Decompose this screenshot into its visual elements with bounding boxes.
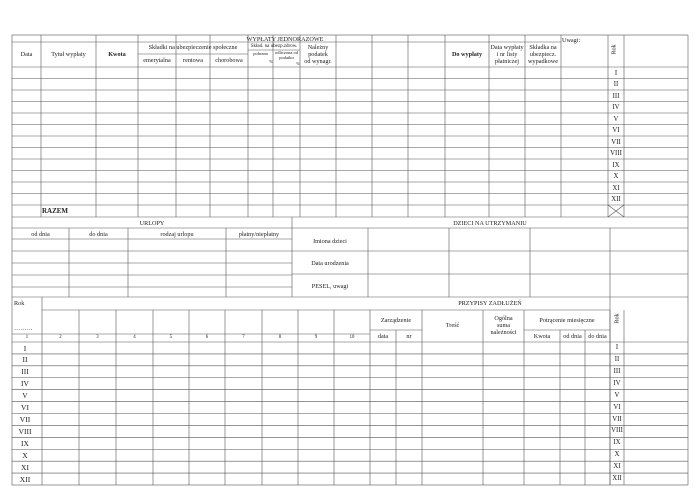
- header-data: Data: [20, 51, 33, 58]
- przypisy-kwota: Kwota: [533, 333, 551, 340]
- header-odliczona: odliczona od podatku: [274, 50, 299, 60]
- grid-lines: [12, 35, 688, 485]
- bottom-month-left-VIII: VIII: [18, 426, 32, 436]
- urlopy-header-do-dnia: do dnia: [89, 231, 108, 238]
- bottom-month-left-VI: VI: [21, 403, 29, 413]
- przypisy-title: PRZYPISY ZADŁUŻEŃ: [458, 300, 522, 307]
- header-rok-top: Rok: [610, 44, 618, 55]
- urlopy-header-od-dnia: od dnia: [31, 231, 50, 238]
- header-uwagi: Uwagi:: [562, 37, 581, 44]
- bottom-month-left-VII: VII: [19, 415, 31, 424]
- header-chorobowa: chorobowa: [215, 57, 243, 64]
- bottom-month-left-V: V: [22, 391, 28, 401]
- bottom-rok-label: Rok: [14, 300, 25, 307]
- header-skladka-wypadkowa-3: wypadkowe: [528, 58, 558, 65]
- column-number-8: 8: [278, 335, 282, 340]
- bottom-month-right-IX: IX: [613, 439, 621, 447]
- header-skladki-spoleczne: Składki na ubezpieczenie społeczne: [148, 44, 238, 51]
- przypisy-do-dnia: do dnia: [588, 333, 607, 340]
- bottom-month-left-XII: XII: [19, 474, 31, 484]
- top-title: WYPŁATY JEDNORAZOWE: [246, 36, 324, 43]
- top-month-I: I: [614, 69, 618, 77]
- przypisy-potracenie: Potrącenie miesięczne: [539, 317, 595, 324]
- column-number-1: 1: [25, 335, 29, 340]
- bottom-month-right-XI: XI: [613, 463, 621, 471]
- urlopy-header-platny: płatny/niepłatny: [238, 231, 280, 238]
- header-pobrana: pobrana: [253, 51, 268, 56]
- przypisy-nr: nr: [406, 333, 412, 340]
- header-data-wyplaty-1: Data wypłaty: [490, 44, 524, 51]
- header-rentowa: rentowa: [183, 57, 203, 64]
- top-month-V: V: [613, 115, 619, 123]
- przypisy-ogolna-2: suma: [496, 322, 511, 329]
- header-emerytalna: emerytalna: [143, 57, 171, 64]
- top-month-VI: VI: [612, 127, 620, 134]
- dzieci-row-pesel: PESEL, uwagi: [311, 283, 349, 290]
- bottom-month-right-XII: XII: [612, 475, 622, 483]
- header-skladka-wypadkowa-2: ubezpiecz.: [529, 51, 557, 58]
- header-odliczona-unit: %: [296, 61, 300, 66]
- bottom-month-left-X: X: [22, 450, 28, 460]
- bottom-month-right-VIII: VIII: [611, 427, 623, 435]
- przypisy-od-dnia: od dnia: [563, 333, 582, 340]
- bottom-month-right-II: II: [614, 355, 620, 363]
- dzieci-row-data-urodzenia: Data urodzenia: [311, 260, 349, 267]
- bottom-month-right-I: I: [615, 344, 619, 351]
- top-month-X: X: [613, 173, 619, 180]
- header-nalezny-podatek-3: od wynagr.: [304, 58, 332, 65]
- przypisy-zarzadzenie: Zarządzenie: [380, 317, 412, 324]
- outer-frame: [12, 35, 688, 485]
- bottom-month-right-III: III: [613, 367, 621, 375]
- urlopy-title: URLOPY: [139, 220, 165, 227]
- header-data-wyplaty-3: płatniczej: [494, 58, 520, 65]
- bottom-month-right-X: X: [614, 451, 620, 459]
- bottom-month-left-IV: IV: [21, 379, 29, 389]
- top-month-IX: IX: [612, 161, 620, 169]
- header-do-wyplaty: Do wypłaty: [451, 51, 483, 58]
- header-nalezny-podatek-2: podatek: [308, 51, 328, 58]
- przypisy-tresc: Treść: [445, 322, 460, 329]
- bottom-month-left-I: I: [23, 343, 27, 353]
- bottom-month-left-IX: IX: [21, 438, 29, 448]
- top-month-II: II: [613, 81, 619, 88]
- dzieci-title: DZIECI NA UTRZYMANIU: [453, 220, 527, 227]
- column-number-3: 3: [96, 335, 99, 340]
- bottom-month-right-VI: VI: [613, 403, 621, 411]
- bottom-rok-dots: ………: [14, 325, 33, 332]
- urlopy-header-rodzaj: rodzaj urlopu: [160, 231, 194, 238]
- top-month-VIII: VIII: [610, 150, 622, 157]
- column-number-5: 5: [169, 335, 173, 340]
- bottom-month-right-IV: IV: [613, 379, 621, 387]
- header-pobrana-unit: %: [269, 59, 273, 64]
- top-month-XII: XII: [611, 196, 621, 203]
- top-month-XI: XI: [612, 184, 620, 192]
- bottom-month-left-XI: XI: [21, 462, 29, 472]
- przypisy-ogolna-1: Ogólna: [494, 315, 513, 322]
- bottom-month-right-VII: VII: [612, 415, 622, 423]
- header-nalezny-podatek-1: Należny: [307, 44, 329, 51]
- przypisy-data: data: [377, 333, 389, 340]
- header-skladki-zdrowotne: Skład. na ubezp.zdrow.: [250, 44, 298, 49]
- header-data-wyplaty-2: i nr listy: [496, 51, 518, 58]
- column-number-6: 6: [205, 335, 209, 340]
- header-kwota: Kwota: [108, 51, 126, 58]
- column-number-4: 4: [133, 335, 136, 340]
- top-month-III: III: [612, 92, 620, 100]
- bottom-month-left-II: II: [22, 355, 28, 365]
- top-month-IV: IV: [612, 104, 620, 111]
- razem-label: RAZEM: [41, 207, 69, 215]
- column-number-10: 10: [349, 335, 355, 340]
- przypisy-rok: Rok: [613, 313, 621, 324]
- header-tytul: Tytuł wypłaty: [51, 51, 86, 58]
- dzieci-row-imiona: Imiona dzieci: [313, 238, 347, 245]
- top-month-VII: VII: [611, 138, 621, 146]
- bottom-month-left-III: III: [21, 367, 29, 377]
- przypisy-ogolna-3: należności: [490, 329, 517, 336]
- header-skladka-wypadkowa-1: Składka na: [529, 44, 557, 51]
- column-number-2: 2: [59, 335, 62, 340]
- bottom-month-right-V: V: [614, 391, 620, 399]
- column-number-9: 9: [314, 335, 318, 340]
- column-number-7: 7: [242, 335, 245, 340]
